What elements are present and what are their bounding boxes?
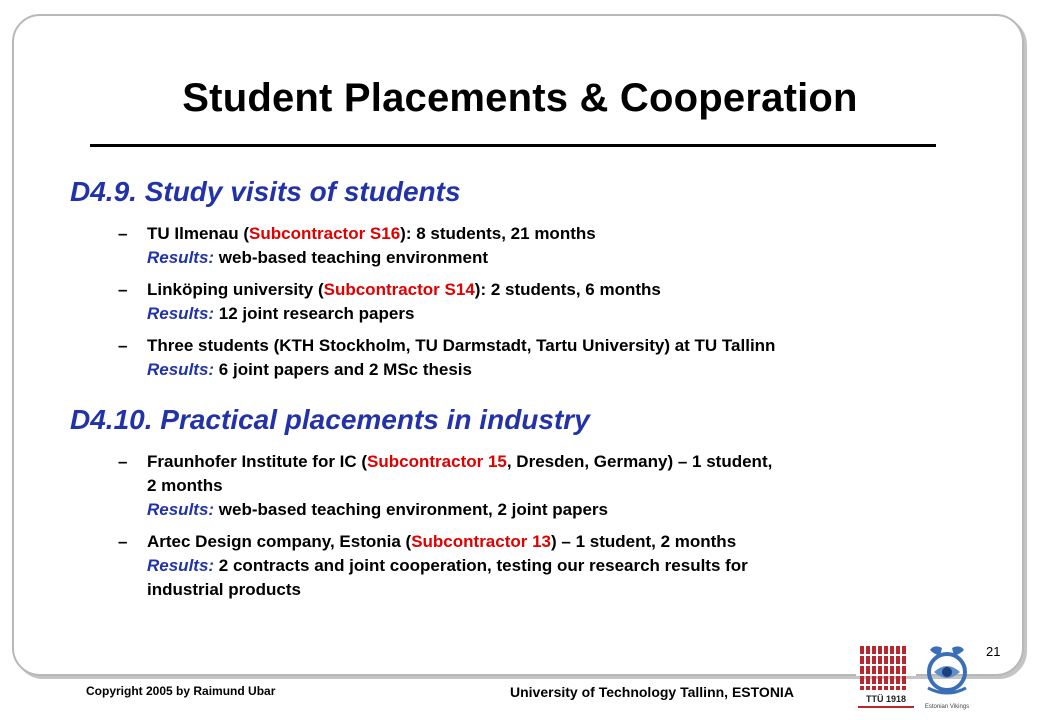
item-text: , Dresden, Germany) – 1 student, <box>506 452 773 471</box>
page-number: 21 <box>986 644 1001 659</box>
subcontractor-label: Subcontractor S14 <box>323 280 475 299</box>
results-label: Results: <box>147 304 215 323</box>
ttu-logo-text: TTÜ 1918 <box>865 694 907 704</box>
results-text: web-based teaching environment, 2 joint papers <box>214 500 608 519</box>
item-text: Fraunhofer Institute for IC ( <box>147 452 368 471</box>
item-text: TU Ilmenau ( <box>147 224 250 243</box>
vikings-logo-icon <box>920 642 974 714</box>
item-text: 2 months <box>147 476 223 495</box>
bullet-dash: – <box>118 336 128 355</box>
bullet-dash: – <box>118 532 128 551</box>
results-text: 2 contracts and joint cooperation, testing our research results for <box>214 556 748 575</box>
item-text: ): 8 students, 21 months <box>400 224 596 243</box>
results-label: Results: <box>147 248 215 267</box>
university-name: University of Technology Tallinn, ESTONIA <box>510 684 794 700</box>
subcontractor-label: Subcontractor 13 <box>411 532 552 551</box>
results-text: 6 joint papers and 2 MSc thesis <box>214 360 472 379</box>
item-text: ): 2 students, 6 months <box>474 280 661 299</box>
results-label: Results: <box>147 556 215 575</box>
results-text: web-based teaching environment <box>214 248 489 267</box>
results-label: Results: <box>147 360 215 379</box>
bullet-dash: – <box>118 452 128 471</box>
item-text: Linköping university ( <box>147 280 324 299</box>
bullet-dash: – <box>118 224 128 243</box>
section-heading-study-visits: D4.9. Study visits of students <box>70 176 461 207</box>
item-text: Three students (KTH Stockholm, TU Darmstadt, Tartu University) at TU Tallinn <box>147 336 776 355</box>
section-heading-practical-placements: D4.10. Practical placements in industry <box>70 404 590 435</box>
vikings-logo-text: Estonian Vikings <box>924 704 970 710</box>
item-text: Artec Design company, Estonia ( <box>147 532 412 551</box>
slide-title: Student Placements & Cooperation <box>182 76 858 120</box>
results-text: industrial products <box>147 580 301 599</box>
results-text: 12 joint research papers <box>214 304 415 323</box>
item-text: ) – 1 student, 2 months <box>551 532 737 551</box>
results-label: Results: <box>147 500 215 519</box>
bullet-dash: – <box>118 280 128 299</box>
subcontractor-label: Subcontractor S16 <box>249 224 401 243</box>
ttu-logo-icon <box>856 640 916 714</box>
subcontractor-label: Subcontractor 15 <box>367 452 507 471</box>
title-underline <box>90 144 936 147</box>
copyright-notice: Copyright 2005 by Raimund Ubar <box>86 684 276 698</box>
